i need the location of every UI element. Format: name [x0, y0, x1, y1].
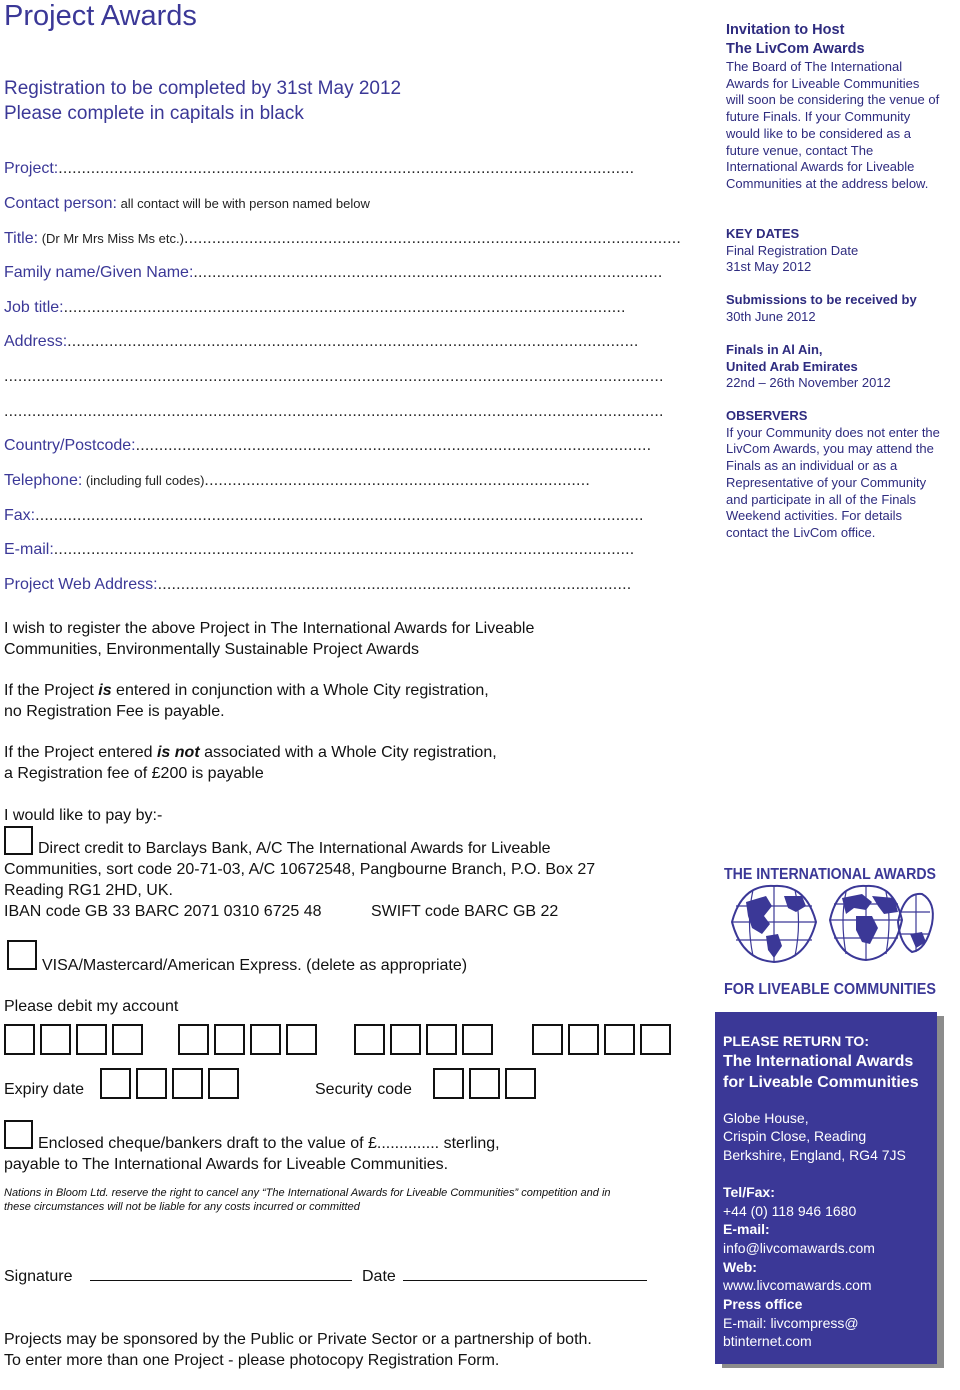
expiry-date-label: Expiry date: [4, 1081, 85, 1098]
swift-code: SWIFT code BARC GB 22: [371, 903, 559, 920]
card-number-digit[interactable]: [568, 1024, 599, 1055]
card-number-digit[interactable]: [462, 1024, 493, 1055]
expiry-digit[interactable]: [208, 1068, 239, 1099]
signature-label: Signature: [4, 1268, 73, 1285]
contact-person-field[interactable]: Contact person: all contact will be with person named below: [4, 195, 370, 212]
address-field[interactable]: Address:...........................................................................................................................: [4, 333, 639, 350]
return-address-box: PLEASE RETURN TO: The International Awards for Liveable Communities Globe House, Crispin Close, Reading Berkshire, England, RG4 7JS Tel/Fax: +44 (0) 118 946 1680 E-mail: info@livcomawards.com Web: www.livcomawards.com Press office E-mail: livcompress@ btinternet.com: [715, 1012, 937, 1364]
pay-by-label: I would like to pay by:-: [4, 807, 163, 824]
security-digit[interactable]: [505, 1068, 536, 1099]
card-number-digit[interactable]: [640, 1024, 671, 1055]
cheque-option: Enclosed cheque/bankers draft to the value of £.............. sterling, payable to The International Awards for Liveable Communities.: [4, 1135, 500, 1173]
debit-account-label: Please debit my account: [4, 998, 179, 1015]
card-number-digit[interactable]: [214, 1024, 245, 1055]
security-code-label: Security code: [315, 1081, 412, 1098]
return-web-link[interactable]: www.livcomawards.com: [723, 1277, 872, 1294]
card-number-digit[interactable]: [112, 1024, 143, 1055]
capitals-instruction: Please complete in capitals in black: [4, 103, 304, 124]
card-number-digit[interactable]: [76, 1024, 107, 1055]
finals-section: Finals in Al Ain, United Arab Emirates 22nd – 26th November 2012: [726, 342, 891, 391]
invitation-section: Invitation to Host The LivCom Awards The Board of The International Awards for Liveable Communities will soon be considering the venue of future Finals. If your Community would like to be considered as a future venue, contact The International Awards for Liveable Communities at the address below.: [726, 22, 940, 191]
card-number-digit[interactable]: [178, 1024, 209, 1055]
security-digit[interactable]: [469, 1068, 500, 1099]
expiry-digit[interactable]: [136, 1068, 167, 1099]
registration-instructions: [4, 76, 401, 126]
fax-field[interactable]: Fax:...................................................................................................................................: [4, 507, 644, 524]
fee-statement: If the Project entered is not associated with a Whole City registration, a Registration fee of £200 is payable: [4, 744, 497, 782]
expiry-digit[interactable]: [100, 1068, 131, 1099]
web-address-field[interactable]: Project Web Address:......................................................................................................: [4, 576, 632, 593]
iban-code: IBAN code GB 33 BARC 2071 0310 6725 48: [4, 903, 322, 920]
project-field[interactable]: Project:............................................................................................................................: [4, 160, 635, 177]
card-payment-option: VISA/Mastercard/American Express. (delete as appropriate): [42, 957, 468, 974]
disclaimer: Nations in Bloom Ltd. reserve the right to cancel any “The International Awards for Liveable Communities” competition and in these circumstances will not be liable for any costs incurred or committed: [4, 1187, 611, 1213]
svg-text:THE INTERNATIONAL AWARDS: THE INTERNATIONAL AWARDS: [724, 866, 936, 883]
card-number-digit[interactable]: [250, 1024, 281, 1055]
card-number-digit[interactable]: [604, 1024, 635, 1055]
address-line-2[interactable]: ..............................................................................................................................................: [4, 368, 664, 385]
signature-line[interactable]: [90, 1280, 352, 1281]
footer-notes: Projects may be sponsored by the Public or Private Sector or a partnership of both. To enter more than one Project - please photocopy Registration Form.: [4, 1331, 592, 1369]
job-title-field[interactable]: Job title:.........................................................................................................................: [4, 299, 626, 316]
family-name-field[interactable]: Family name/Given Name:.....................................................................................................: [4, 264, 663, 281]
direct-credit-option: Direct credit to Barclays Bank, A/C The International Awards for Liveable Communities, sort code 20-71-03, A/C 10672548, Pangbourne Branch, P.O. Box 27 Reading RG1 2HD, UK.: [4, 840, 596, 899]
card-number-digit[interactable]: [426, 1024, 457, 1055]
address-line-3[interactable]: ..............................................................................................................................................: [4, 403, 664, 420]
country-postcode-field[interactable]: Country/Postcode:...............................................................................................................: [4, 437, 652, 454]
key-dates-section: KEY DATES Final Registration Date 31st May 2012: [726, 226, 859, 275]
card-number-digit[interactable]: [286, 1024, 317, 1055]
svg-text:FOR LIVEABLE COMMUNITIES: FOR LIVEABLE COMMUNITIES: [724, 981, 936, 998]
fee-waiver-statement: If the Project is entered in conjunction with a Whole City registration, no Registration Fee is payable.: [4, 682, 489, 720]
card-number-digit[interactable]: [532, 1024, 563, 1055]
date-label: Date: [362, 1268, 396, 1285]
expiry-digit[interactable]: [172, 1068, 203, 1099]
card-payment-checkbox[interactable]: [7, 940, 37, 970]
email-field[interactable]: E-mail:.............................................................................................................................: [4, 541, 635, 558]
globe-map-icon: [722, 862, 938, 998]
livcom-logo: [722, 862, 938, 998]
return-email-link[interactable]: info@livcomawards.com: [723, 1239, 875, 1256]
security-digit[interactable]: [433, 1068, 464, 1099]
register-statement: I wish to register the above Project in The International Awards for Liveable Communities, Environmentally Sustainable Project Awards: [4, 620, 535, 658]
title-field[interactable]: Title: (Dr Mr Mrs Miss Ms etc.)...........................................................................................................: [4, 230, 682, 247]
registration-deadline: Registration to be completed by 31st May 2012: [4, 78, 402, 99]
card-number-digit[interactable]: [390, 1024, 421, 1055]
telephone-field[interactable]: Telephone: (including full codes)...................................................................................: [4, 472, 590, 489]
card-number-digit[interactable]: [354, 1024, 385, 1055]
observers-section: OBSERVERS If your Community does not enter the LivCom Awards, you may attend the Finals as an individual or as a Representative of your Community and participate in all of the Finals Weekend activities. For details contact the LivCom office.: [726, 408, 940, 540]
date-line[interactable]: [403, 1280, 647, 1281]
page-title: Project Awards: [4, 0, 197, 32]
card-number-digit[interactable]: [4, 1024, 35, 1055]
submissions-section: Submissions to be received by 30th June 2012: [726, 292, 917, 324]
card-number-digit[interactable]: [40, 1024, 71, 1055]
